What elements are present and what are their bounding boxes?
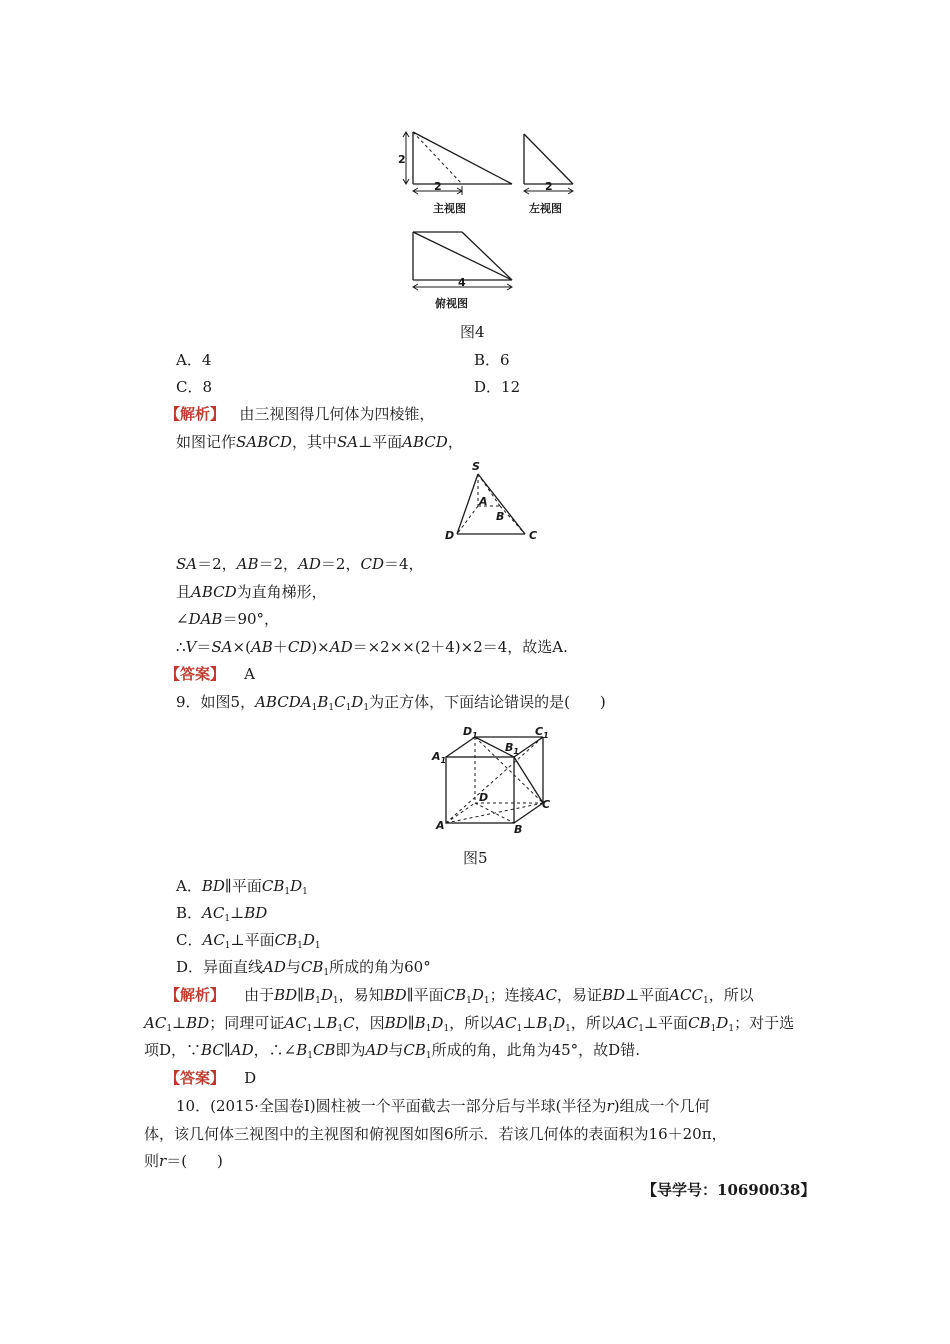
left-view-caption: 左视图 bbox=[529, 202, 562, 215]
text: ＋ bbox=[272, 638, 288, 656]
math: AD bbox=[230, 1041, 254, 1059]
math: SA bbox=[176, 555, 198, 573]
math: AB bbox=[236, 555, 259, 573]
math: BD bbox=[186, 1014, 210, 1032]
math: B bbox=[326, 1014, 338, 1032]
text: B． bbox=[176, 904, 203, 922]
text: ×( bbox=[232, 638, 251, 656]
solution-text: 由三视图得几何体为四棱锥， bbox=[239, 405, 435, 423]
q9-option-d[interactable]: D．异面直线AD与$CB_1$所成的角为60° bbox=[176, 958, 431, 978]
math: AD bbox=[329, 638, 353, 656]
math: BD bbox=[274, 986, 298, 1004]
math: SABCD bbox=[236, 433, 292, 451]
text: ∥平面 bbox=[224, 877, 262, 895]
math: B bbox=[414, 1014, 426, 1032]
cube-label-b1: $B_1$ bbox=[505, 741, 519, 756]
label-d: D bbox=[445, 529, 455, 542]
q10-line3 bbox=[144, 1151, 223, 1171]
option-b[interactable]: B．6 bbox=[474, 351, 510, 369]
q10-line2: 体，该几何体三视图中的主视图和俯视图如图6所示．若该几何体的表面积为16＋20π， bbox=[144, 1125, 727, 1143]
math: DAB bbox=[188, 610, 223, 628]
option-c[interactable]: C．8 bbox=[176, 378, 213, 396]
cube-label-a1: $A_1$ bbox=[432, 750, 447, 765]
answer-value: A bbox=[244, 665, 255, 683]
math: AC bbox=[144, 1014, 167, 1032]
text: ⊥平面 bbox=[358, 433, 403, 451]
text: ＝4， bbox=[383, 555, 424, 573]
text: 与 bbox=[285, 958, 301, 976]
math: CB bbox=[443, 986, 467, 1004]
text: ；连接 bbox=[489, 986, 535, 1004]
q9-answer bbox=[165, 1068, 256, 1088]
math: ACC bbox=[669, 986, 703, 1004]
answer-tag: 【答案】 bbox=[165, 665, 226, 683]
text: 10．(2015·全国卷Ⅰ)圆柱被一个平面截去一部分后与半球(半径为 bbox=[176, 1097, 607, 1115]
math: AC bbox=[615, 1014, 639, 1032]
option-d[interactable]: D．12 bbox=[474, 378, 521, 396]
math: AD bbox=[298, 555, 321, 573]
text: )× bbox=[311, 638, 330, 656]
q9-option-b[interactable]: B．$AC_1\perp BD$ bbox=[176, 904, 268, 924]
text: ⊥ bbox=[230, 904, 245, 922]
math: ABCD bbox=[191, 583, 237, 601]
text: ＝2， bbox=[258, 555, 299, 573]
math: r bbox=[159, 1152, 167, 1170]
cube-label-a: A bbox=[436, 819, 445, 832]
math: AC bbox=[284, 1014, 307, 1032]
solution-tag: 【解析】 bbox=[165, 405, 226, 423]
math: AC bbox=[494, 1014, 517, 1032]
text: ⊥平面 bbox=[643, 1014, 689, 1032]
math: V bbox=[185, 638, 197, 656]
left-width-label: 2 bbox=[545, 180, 553, 193]
text: C． bbox=[176, 931, 203, 949]
math: CD bbox=[287, 638, 312, 656]
cube-label-d1: $D_1$ bbox=[463, 725, 478, 740]
cube-label-c1: $C_1$ bbox=[535, 725, 549, 740]
math: AC bbox=[202, 931, 225, 949]
front-view-caption: 主视图 bbox=[433, 202, 466, 215]
math: CB bbox=[274, 931, 298, 949]
figure-5-caption: 图5 bbox=[463, 849, 488, 867]
text: 为正方体，下面结论错误的是( ) bbox=[369, 693, 606, 711]
front-height-label: 2 bbox=[398, 153, 406, 166]
text: 项D，∵ bbox=[144, 1041, 202, 1059]
text: ，其中 bbox=[291, 433, 337, 451]
label-b: B bbox=[496, 510, 505, 523]
math: BD bbox=[201, 877, 225, 895]
label-s: S bbox=[472, 460, 480, 473]
cube-label-c: C bbox=[542, 798, 551, 811]
q9-option-a[interactable]: A．BD∥平面$CB_1D_1$ bbox=[176, 877, 308, 897]
q9-solution-line3: 项D，∵BC∥AD，$\therefore\angle B_1CB$即为AD与$CB_1$所成的角，此角为45°，故D错. bbox=[144, 1041, 640, 1061]
guide-number: 【导学号：10690038】 bbox=[642, 1181, 816, 1199]
math: B bbox=[304, 986, 316, 1004]
text: ，因 bbox=[354, 1014, 385, 1032]
text: ⊥ bbox=[312, 1014, 327, 1032]
label-c: C bbox=[529, 529, 538, 542]
text: ＝2， bbox=[320, 555, 361, 573]
cube-label-b: B bbox=[514, 823, 523, 836]
text: 如图记作 bbox=[176, 433, 237, 451]
solution-tag: 【解析】 bbox=[165, 986, 226, 1004]
top-view-caption: 俯视图 bbox=[435, 297, 468, 310]
text: ⊥ bbox=[522, 1014, 537, 1032]
text: 与 bbox=[388, 1041, 404, 1059]
text: ⊥平面 bbox=[230, 931, 275, 949]
math: AC bbox=[534, 986, 557, 1004]
math: B bbox=[296, 1041, 308, 1059]
q10-line1 bbox=[176, 1096, 710, 1116]
text: 所成的角，此角为45°，故D错. bbox=[431, 1041, 640, 1059]
math: BD bbox=[384, 1014, 408, 1032]
math: BD bbox=[244, 904, 268, 922]
math: ABCD bbox=[402, 433, 448, 451]
math: SA bbox=[211, 638, 233, 656]
text: ＝×2××(2＋4)×2＝4，故选A. bbox=[352, 638, 568, 656]
text: ⊥平面 bbox=[625, 986, 670, 1004]
math: AB bbox=[250, 638, 273, 656]
text: ＝90°， bbox=[222, 610, 280, 628]
text: ， bbox=[447, 433, 463, 451]
text: ，所以 bbox=[449, 1014, 495, 1032]
text: )组成一个几何 bbox=[613, 1097, 710, 1115]
text: ⊥ bbox=[172, 1014, 187, 1032]
text: 9．如图5， bbox=[176, 693, 256, 711]
math: B bbox=[536, 1014, 548, 1032]
text: ∥平面 bbox=[406, 986, 444, 1004]
text: ∥ bbox=[407, 1014, 415, 1032]
text: ∥ bbox=[223, 1041, 231, 1059]
text: ∥ bbox=[297, 986, 305, 1004]
math: SA bbox=[336, 433, 359, 451]
answer-tag: 【答案】 bbox=[165, 1069, 226, 1087]
figure-4-caption: 图4 bbox=[460, 323, 485, 341]
math: BD bbox=[602, 986, 626, 1004]
text: ，易知 bbox=[338, 986, 384, 1004]
text: ＝( ) bbox=[166, 1152, 223, 1170]
q9-stem: 9．如图5，$ABCDA_1B_1C_1D_1$为正方体，下面结论错误的是( ) bbox=[176, 693, 606, 713]
math: BD bbox=[383, 986, 407, 1004]
top-width-label: 4 bbox=[458, 276, 466, 289]
text: 为直角梯形， bbox=[236, 583, 327, 601]
text: ，∴∠ bbox=[253, 1041, 297, 1059]
text: 由于 bbox=[244, 986, 275, 1004]
text: ，所以 bbox=[570, 1014, 616, 1032]
math: CD bbox=[360, 555, 384, 573]
math: r bbox=[606, 1097, 614, 1115]
option-a[interactable]: A．4 bbox=[176, 351, 212, 369]
text: 所成的角为60° bbox=[329, 958, 431, 976]
label-a: A bbox=[479, 495, 488, 508]
math: CB bbox=[403, 1041, 426, 1059]
text: ＝2， bbox=[197, 555, 237, 573]
text: A． bbox=[176, 877, 202, 895]
text: 且 bbox=[176, 583, 192, 601]
math: AC bbox=[202, 904, 225, 922]
text: 即为 bbox=[335, 1041, 366, 1059]
text: ∴ bbox=[176, 638, 186, 656]
math: CB bbox=[300, 958, 324, 976]
q9-solution-line2: $AC_1\perp BD$；同理可证$AC_1\perp B_1C$，因$BD\parallel B_1D_1$，所以$AC_1\perp B_1D_1$，所以$AC_1\perp$平面$CB_1D_1$；对于选 bbox=[144, 1014, 795, 1034]
text: ，所以 bbox=[708, 986, 754, 1004]
math: CB bbox=[261, 877, 285, 895]
text: ＝ bbox=[196, 638, 212, 656]
text: ∠ bbox=[176, 610, 189, 628]
math: ABCDA bbox=[255, 693, 312, 711]
cube-label-d: D bbox=[479, 791, 489, 804]
text: D．异面直线 bbox=[176, 958, 264, 976]
front-width-label: 2 bbox=[434, 180, 442, 193]
q9-option-c[interactable]: C．$AC_1\perp$平面$CB_1D_1$ bbox=[176, 931, 321, 951]
text: ，易证 bbox=[556, 986, 602, 1004]
answer-value: D bbox=[244, 1069, 257, 1087]
text: 则 bbox=[144, 1152, 160, 1170]
math: AD bbox=[263, 958, 286, 976]
math: BC bbox=[201, 1041, 224, 1059]
math: CB bbox=[688, 1014, 711, 1032]
text: ；对于选 bbox=[734, 1014, 795, 1032]
q9-solution-line1: 【解析】 由于$BD\parallel B_1D_1$，易知BD∥平面$CB_1D_1$；连接AC，易证BD⊥平面$ACC_1$，所以 bbox=[165, 986, 754, 1006]
math: AD bbox=[365, 1041, 389, 1059]
text: ；同理可证 bbox=[209, 1014, 285, 1032]
